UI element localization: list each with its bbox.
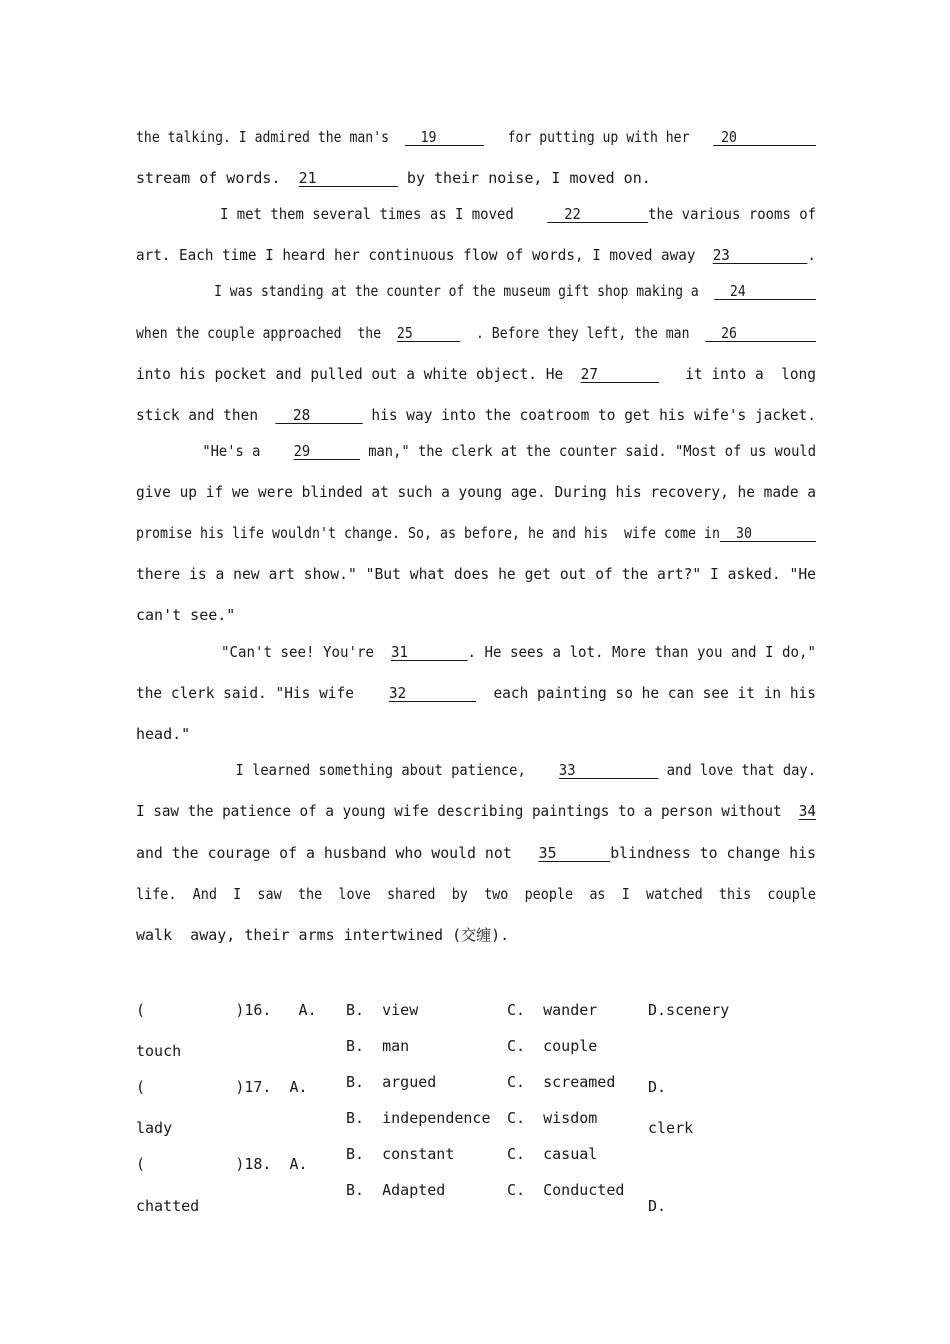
blank-number: 32 xyxy=(388,684,477,702)
passage-line xyxy=(136,324,816,342)
passage-line xyxy=(136,442,816,460)
passage-line xyxy=(136,365,816,383)
option-b-man: B. man xyxy=(346,1037,410,1055)
passage-text: the various rooms of xyxy=(648,205,816,223)
passage-text: "He's a xyxy=(136,442,294,460)
passage-text: the talking. I admired the man's xyxy=(136,128,405,146)
passage-text: blindness to change his xyxy=(610,844,816,862)
passage-text: . Before they left, the man xyxy=(460,324,706,342)
blank-number: 24 xyxy=(714,282,816,300)
passage-line xyxy=(136,684,816,702)
passage-line xyxy=(136,246,816,264)
passage-line xyxy=(136,885,816,903)
passage-text: "Can't see! You're xyxy=(136,643,392,661)
option-b-constant: B. constant xyxy=(346,1145,455,1163)
blank-number: 29 xyxy=(293,442,360,460)
passage-line xyxy=(136,606,235,624)
option-c-casual: C. casual xyxy=(507,1145,598,1163)
blank-number: 22 xyxy=(547,205,649,223)
passage-text: the clerk said. "His wife xyxy=(136,684,389,702)
blank-number: 26 xyxy=(705,324,816,342)
passage-line xyxy=(136,802,816,820)
passage-text: walk away, their arms intertwined (交缠). xyxy=(136,926,510,944)
passage-line xyxy=(136,725,190,743)
blank-number: 25 xyxy=(396,324,461,342)
passage-line xyxy=(136,483,816,501)
passage-text: man," the clerk at the counter said. "Most of us would xyxy=(359,442,816,460)
blank-number: 23 xyxy=(712,246,808,264)
blank-number: 33 xyxy=(558,761,659,779)
passage-text: head." xyxy=(136,725,191,743)
passage-text: I learned something about patience, xyxy=(136,761,559,779)
option-b-argued: B. argued xyxy=(346,1073,437,1091)
passage-line xyxy=(136,565,816,583)
passage-text: by their noise, I moved on. xyxy=(397,169,651,187)
passage-text: there is a new art show." "But what does he get out of the art?" I asked. "He xyxy=(136,565,816,583)
passage-text: life. And I saw the love shared by two people as I watched this couple xyxy=(136,885,816,903)
passage-line xyxy=(136,205,816,223)
option-c-couple: C. couple xyxy=(507,1037,598,1055)
passage-text: promise his life wouldn't change. So, as before, he and his wife come in xyxy=(136,524,720,542)
blank-number: 30 xyxy=(719,524,816,542)
option-d-scenery: D.scenery xyxy=(648,1001,730,1019)
option-d-clerk: clerk xyxy=(648,1119,694,1137)
passage-text: it into a long xyxy=(659,365,816,383)
passage-line xyxy=(136,926,509,944)
passage-text: give up if we were blinded at such a young age. During his recovery, he made a xyxy=(136,483,816,501)
question-18-label: ( )18. A. xyxy=(136,1155,308,1173)
passage-text: I met them several times as I moved xyxy=(136,205,548,223)
passage-text: . xyxy=(807,246,816,264)
passage-line xyxy=(136,128,816,146)
blank-number: 34 xyxy=(798,802,816,820)
passage-line xyxy=(136,282,816,300)
passage-text: I was standing at the counter of the museum gift shop making a xyxy=(136,282,715,300)
option-c-wander: C. wander xyxy=(507,1001,598,1019)
option-a-touch: touch xyxy=(136,1042,182,1060)
option-c-screamed: C. screamed xyxy=(507,1073,616,1091)
option-c-conducted: C. Conducted xyxy=(507,1181,625,1199)
passage-line xyxy=(136,406,816,424)
blank-number: 35 xyxy=(538,844,611,862)
blank-number: 27 xyxy=(580,365,660,383)
blank-number: 31 xyxy=(391,643,468,661)
option-a-lady: lady xyxy=(136,1119,173,1137)
passage-text: for putting up with her xyxy=(483,128,714,146)
passage-text: and the courage of a husband who would not xyxy=(136,844,539,862)
passage-line xyxy=(136,761,816,779)
passage-text: stick and then xyxy=(136,406,276,424)
option-a-chatted: chatted xyxy=(136,1197,200,1215)
option-b-view: B. view xyxy=(346,1001,419,1019)
passage-text: when the couple approached the xyxy=(136,324,397,342)
option-b-independence: B. independence xyxy=(346,1109,491,1127)
passage-line xyxy=(136,643,816,661)
passage-text: and love that day. xyxy=(658,761,816,779)
passage-text: can't see." xyxy=(136,606,236,624)
question-17-label: ( )17. A. xyxy=(136,1078,308,1096)
passage-line xyxy=(136,524,816,542)
passage-text: his way into the coatroom to get his wife's jacket. xyxy=(362,406,816,424)
passage-text: . He sees a lot. More than you and I do," xyxy=(467,643,816,661)
question-16-label: ( )16. A. xyxy=(136,1001,317,1019)
blank-number: 28 xyxy=(275,406,363,424)
option-d-18: D. xyxy=(648,1197,667,1215)
passage-text: each painting so he can see it in his xyxy=(476,684,816,702)
option-d-17: D. xyxy=(648,1078,667,1096)
passage-text: art. Each time I heard her continuous flow of words, I moved away xyxy=(136,246,713,264)
blank-number: 19 xyxy=(404,128,484,146)
passage-text: stream of words. xyxy=(136,169,299,187)
option-b-adapted: B. Adapted xyxy=(346,1181,446,1199)
blank-number: 20 xyxy=(713,128,816,146)
passage-text: into his pocket and pulled out a white object. He xyxy=(136,365,581,383)
passage-text: I saw the patience of a young wife describing paintings to a person without xyxy=(136,802,799,820)
passage-line xyxy=(136,844,816,862)
passage-line xyxy=(136,169,651,187)
option-c-wisdom: C. wisdom xyxy=(507,1109,598,1127)
blank-number: 21 xyxy=(298,169,398,187)
